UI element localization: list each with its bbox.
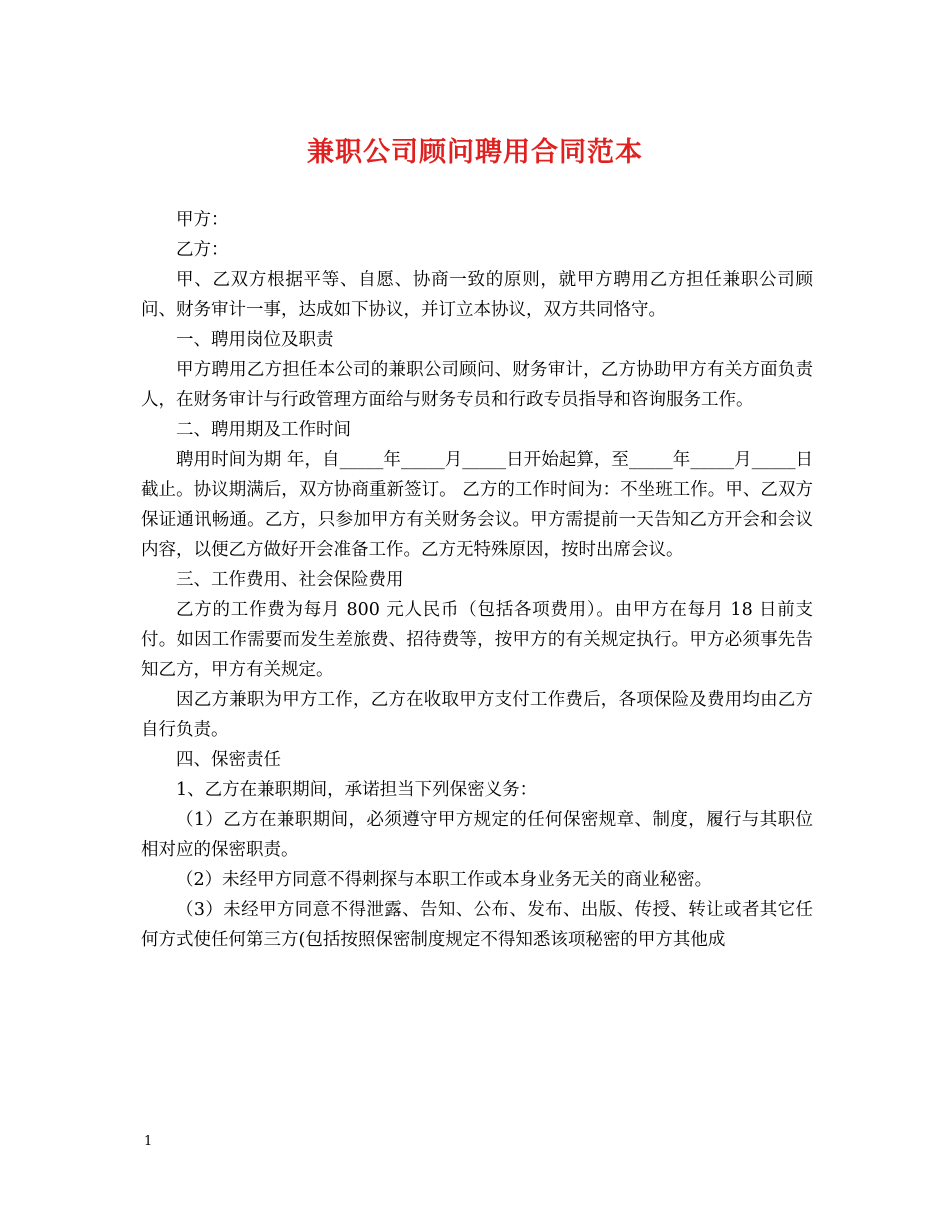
heading-section-4: 四、保密责任	[176, 750, 281, 770]
paragraph-preamble: 甲、乙双方根据平等、自愿、协商一致的原则，就甲方聘用乙方担任兼职公司顾问、财务审计一事，达成如下协议，并订立本协议，双方共同恪守。	[141, 270, 813, 320]
paragraph-party-b: 乙方：	[176, 240, 229, 260]
paragraph-section-4-item-1: 1、乙方在兼职期间，承诺担当下列保密义务：	[176, 780, 538, 800]
document-body	[141, 205, 813, 955]
paragraph-section-4-sub-1: （1）乙方在兼职期间，必须遵守甲方规定的任何保密规章、制度，履行与其职位相对应的保密职责。	[141, 810, 813, 860]
heading-section-2: 二、聘用期及工作时间	[176, 420, 351, 440]
paragraph-section-4-sub-3: （3）未经甲方同意不得泄露、告知、公布、发布、出版、传授、转让或者其它任何方式使任何第三方(包括按照保密制度规定不得知悉该项秘密的甲方其他成	[141, 900, 813, 950]
page-number: 1	[144, 1134, 153, 1149]
paragraph-section-3-fee: 乙方的工作费为每月 800 元人民币（包括各项费用）。由甲方在每月 18 日前支付。如因工作需要而发生差旅费、招待费等，按甲方的有关规定执行。甲方必须事先告知乙方，甲方有关规定。	[141, 600, 813, 680]
heading-section-3: 三、工作费用、社会保险费用	[176, 570, 404, 590]
paragraph-section-3-insurance: 因乙方兼职为甲方工作，乙方在收取甲方支付工作费后，各项保险及费用均由乙方自行负责。	[141, 690, 813, 740]
paragraph-section-4-sub-2: （2）未经甲方同意不得刺探与本职工作或本身业务无关的商业秘密。	[176, 870, 713, 890]
paragraph-section-1: 甲方聘用乙方担任本公司的兼职公司顾问、财务审计，乙方协助甲方有关方面负责人，在财务审计与行政管理方面给与财务专员和行政专员指导和咨询服务工作。	[141, 360, 813, 410]
heading-section-1: 一、聘用岗位及职责	[176, 330, 334, 350]
document-title: 兼职公司顾问聘用合同范本	[307, 137, 643, 168]
paragraph-party-a: 甲方：	[176, 210, 229, 230]
paragraph-section-2: 聘用时间为期 年，自_____年_____月_____日开始起算，至_____年_____月_____日截止。协议期满后，双方协商重新签订。 乙方的工作时间为：不坐班工作。甲、乙双方保证通讯畅通。乙方，只参加甲方有关财务会议。甲方需提前一天告知乙方开会和会议内容，以便乙方做好开会准备工作。乙方无特殊原因，按时出席会议。	[141, 450, 813, 560]
